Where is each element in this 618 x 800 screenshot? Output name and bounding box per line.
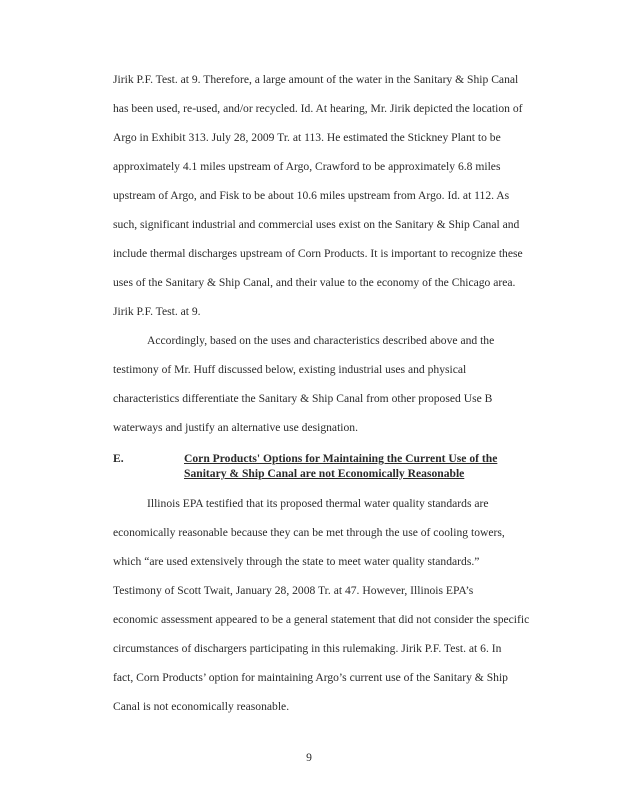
text-line: Accordingly, based on the uses and characteristics described above and the — [147, 334, 495, 347]
text-line: characteristics differentiate the Sanitary & Ship Canal from other proposed Use B — [113, 392, 493, 405]
text-line: such, significant industrial and commercial uses exist on the Sanitary & Ship Canal and — [113, 218, 520, 231]
text-line: Argo in Exhibit 313. July 28, 2009 Tr. at 113. He estimated the Stickney Plant to be — [113, 131, 501, 144]
text-line: Illinois EPA testified that its proposed thermal water quality standards are — [147, 497, 489, 510]
text-line: circumstances of dischargers participating in this rulemaking. Jirik P.F. Test. at 6. In — [113, 642, 502, 655]
section-title-line-2: Sanitary & Ship Canal are not Economically Reasonable — [184, 467, 465, 480]
text-line: economic assessment appeared to be a general statement that did not consider the specific — [113, 613, 530, 626]
section-number: E. — [113, 452, 124, 465]
text-line: fact, Corn Products’ option for maintaining Argo’s current use of the Sanitary & Ship — [113, 671, 508, 684]
text-line: has been used, re-used, and/or recycled. Id. At hearing, Mr. Jirik depicted the location of — [113, 102, 523, 115]
text-line: Testimony of Scott Twait, January 28, 2008 Tr. at 47. However, Illinois EPA’s — [113, 584, 474, 597]
text-line: economically reasonable because they can be met through the use of cooling towers, — [113, 526, 505, 539]
section-title-line-1: Corn Products' Options for Maintaining the Current Use of the — [184, 452, 498, 465]
text-line: include thermal discharges upstream of Corn Products. It is important to recognize these — [113, 247, 523, 260]
text-line: uses of the Sanitary & Ship Canal, and their value to the economy of the Chicago area. — [113, 276, 516, 289]
text-line: Jirik P.F. Test. at 9. Therefore, a large amount of the water in the Sanitary & Ship Canal — [113, 73, 519, 86]
text-line: Jirik P.F. Test. at 9. — [113, 305, 201, 318]
page-number: 9 — [306, 751, 312, 764]
text-line: approximately 4.1 miles upstream of Argo, Crawford to be approximately 6.8 miles — [113, 160, 501, 173]
text-line: Canal is not economically reasonable. — [113, 700, 290, 713]
text-line: testimony of Mr. Huff discussed below, existing industrial uses and physical — [113, 363, 467, 376]
text-line: upstream of Argo, and Fisk to be about 10.6 miles upstream from Argo. Id. at 112. As — [113, 189, 510, 202]
text-line: waterways and justify an alternative use designation. — [113, 421, 359, 434]
text-line: which “are used extensively through the state to meet water quality standards.” — [113, 555, 480, 568]
